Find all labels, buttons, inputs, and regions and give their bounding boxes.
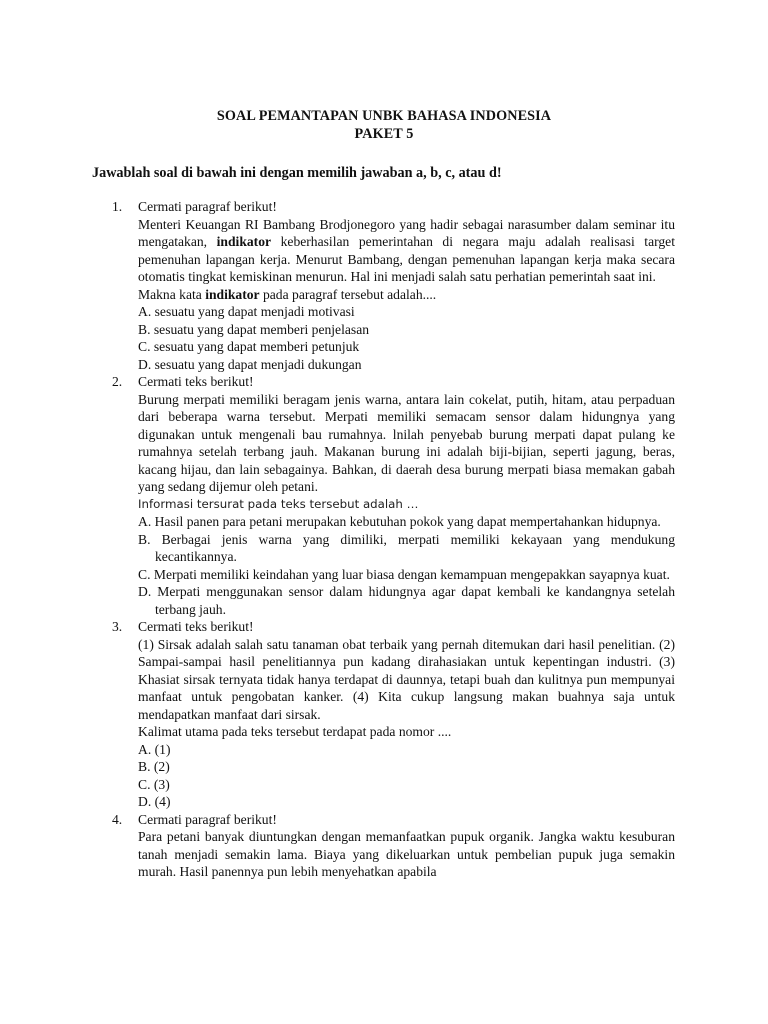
- question-prompt: Cermati teks berikut!: [138, 619, 254, 634]
- passage-text: Menteri Keuangan RI Bambang Brodjonegoro yang hadir sebagai narasumber dalam seminar itu mengatakan,: [138, 216, 675, 249]
- question-1: [0, 198, 675, 373]
- option-d: D. sesuatu yang dapat menjadi dukungan: [138, 356, 362, 372]
- option-b: B. sesuatu yang dapat memberi penjelasan: [138, 321, 370, 337]
- question-number: 1.: [112, 199, 123, 214]
- question-passage: Para petani banyak diuntungkan dengan memanfaatkan pupuk organik. Jangka waktu kesuburan tanah menjadi semakin lama. Biaya yang dikeluarkan untuk pembelian pupuk juga semakin murah. Hasil panennya pun lebih menyehatkan apabila: [138, 829, 675, 879]
- passage-keyword: indikator: [216, 234, 272, 249]
- question-stem: [138, 286, 675, 304]
- question-stem: Kalimat utama pada teks tersebut terdapat pada nomor ....: [138, 724, 452, 739]
- question-number: 2.: [112, 374, 123, 389]
- instruction: Jawablah soal di bawah ini dengan memilih jawaban a, b, c, atau d!: [92, 165, 502, 181]
- stem-text: Makna kata: [138, 286, 206, 302]
- option-a: A. Hasil panen para petani merupakan kebutuhan pokok yang dapat mempertahankan hidupnya.: [138, 514, 661, 529]
- question-passage: Burung merpati memiliki beragam jenis warna, antara lain cokelat, putih, hitam, atau perpaduan dari beberapa warna tersebut. Merpati memiliki semacam sensor dalam hidungnya yang digunakan untuk mengenali bau rumahnya. lnilah penyebab burung merpati dapat pulang ke rumahnya setelah terbang jauh. Makanan burung ini adalah biji-bijian, seperti jagung, beras, kacang hijau, dan lain sebagainya. Bahkan, di daerah desa burung merpati biasa memakan gabah yang sedang dijemur oleh petani.: [138, 391, 675, 494]
- option-b: B. Berbagai jenis warna yang dimiliki, merpati memiliki kekayaan yang mendukung kecantikannya.: [138, 531, 675, 564]
- question-prompt: Cermati teks berikut!: [138, 374, 254, 389]
- question-prompt: Cermati paragraf berikut!: [138, 199, 277, 214]
- question-list: [0, 198, 768, 881]
- question-2: [0, 373, 675, 618]
- option-d: D. Merpati menggunakan sensor dalam hidungnya agar dapat kembali ke kandangnya setelah terbang jauh.: [138, 584, 675, 617]
- stem-text: pada paragraf tersebut adalah....: [259, 286, 437, 302]
- question-3: [0, 618, 675, 811]
- option-b: B. (2): [138, 759, 170, 774]
- question-passage: [138, 216, 675, 286]
- option-c: C. sesuatu yang dapat memberi petunjuk: [138, 339, 360, 354]
- option-a: A. sesuatu yang dapat menjadi motivasi: [138, 304, 355, 319]
- stem-keyword: indikator: [205, 286, 260, 302]
- option-c: C. (3): [138, 776, 170, 792]
- question-number: 4.: [112, 811, 123, 827]
- question-4: [0, 811, 675, 881]
- option-c: C. Merpati memiliki keindahan yang luar biasa dengan kemampuan mengepakkan sayapnya kuat.: [138, 566, 670, 582]
- option-a: A. (1): [138, 741, 171, 757]
- document-title: SOAL PEMANTAPAN UNBK BAHASA INDONESIA: [216, 108, 552, 124]
- option-d: D. (4): [138, 794, 171, 809]
- question-passage: (1) Sirsak adalah salah satu tanaman obat terbaik yang pernah ditemukan dari hasil penelitian. (2) Sampai-sampai hasil penelitiannya pun kadang dirahasiakan untuk kepentingan industri. (3) Khasiat sirsak ternyata tidak hanya terdapat di daunnya, tetapi buah dan kulitnya pun mempunyai manfaat untuk pengobatan kanker. (4) Kita cukup langsung makan buahnya saja untuk mendapatkan manfaat dari sirsak.: [138, 636, 675, 722]
- document-subtitle: PAKET 5: [354, 126, 414, 142]
- passage-text: keberhasilan pemerintahan di negara maju adalah realisasi target pemenuhan lapangan kerja. Menurut Bambang, dengan pemenuhan lapangan kerja maka secara otomatis tingkat kemiskinan menurun. Hal ini menjadi salah satu perhatian pemerintah saat ini.: [138, 234, 675, 284]
- question-prompt: Cermati paragraf berikut!: [138, 811, 277, 827]
- question-stem: Informasi tersurat pada teks tersebut adalah …: [138, 496, 419, 511]
- question-number: 3.: [112, 619, 123, 634]
